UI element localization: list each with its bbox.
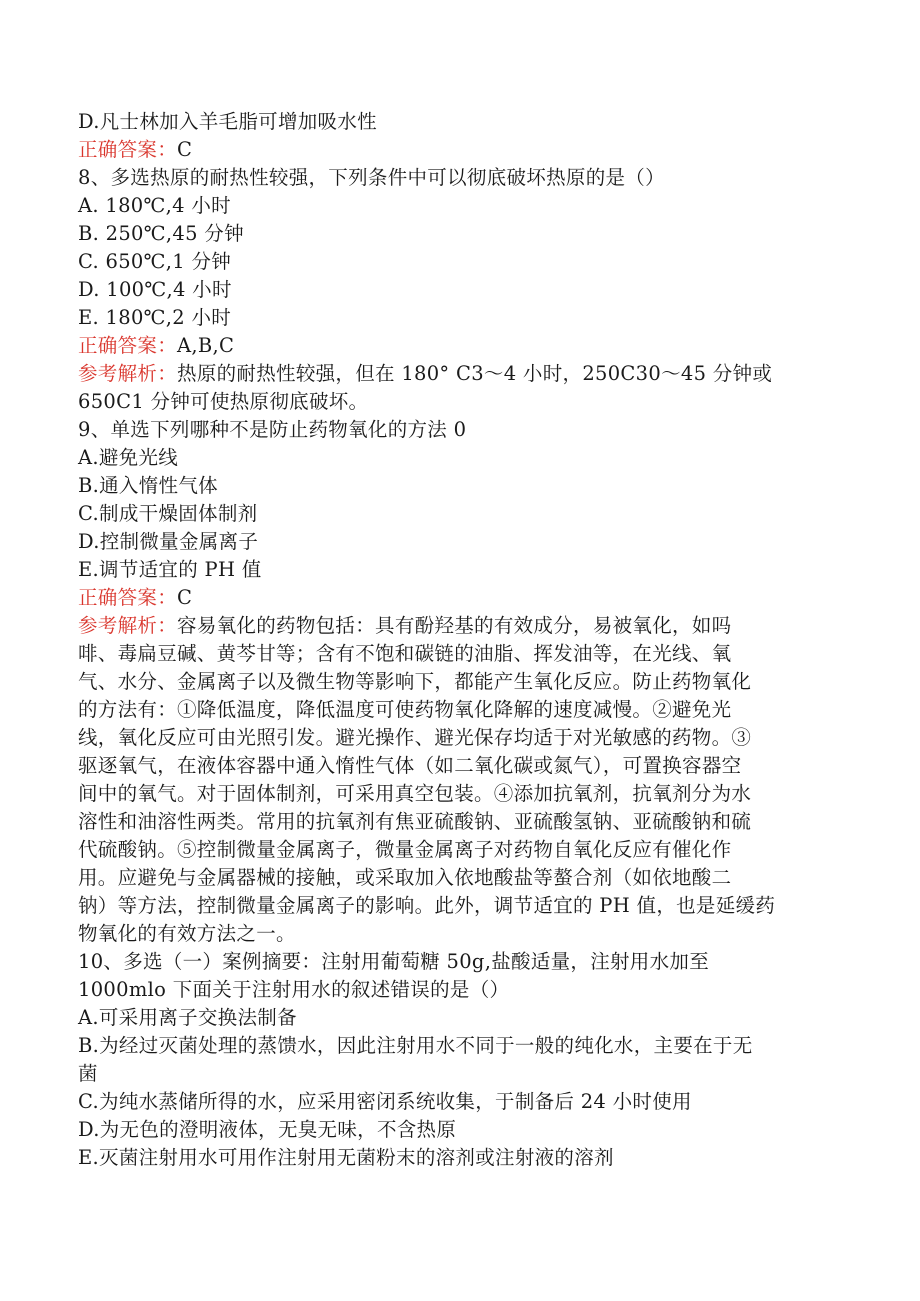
q10-option-c: C.为纯水蒸储所得的水，应采用密闭系统收集，于制备后 24 小时使用 [78,1090,692,1113]
q10-stem-line-2: 1000mlo 下面关于注射用水的叙述错误的是（） [78,978,510,1001]
q8-analysis-line-1 [78,360,818,388]
answer-label: 正确答案： [78,586,178,609]
q9-option-b: B.通入惰性气体 [78,474,218,497]
q9-option-a: A.避免光线 [78,446,179,469]
q9-answer [78,584,818,612]
analysis-label: 参考解析： [78,614,178,637]
q8-answer [78,332,818,360]
answer-value: A,B,C [177,334,235,357]
q9-option-d: D.控制微量金属离子 [78,530,259,553]
q7-answer [78,136,818,164]
q9-stem: 9、单选下列哪种不是防止药物氧化的方法 0 [78,418,467,441]
q10-stem-line-1: 10、多选（一）案例摘要：注射用葡萄糖 50g,盐酸适量，注射用水加至 [78,950,710,973]
analysis-text: 容易氧化的药物包括：具有酚羟基的有效成分，易被氧化，如吗 [177,614,732,637]
q9-analysis-line-6: 驱逐氧气，在液体容器中通入惰性气体（如二氧化碳或氮气），可置换容器空 [78,754,742,777]
q9-analysis-line-9: 代硫酸钠。⑤控制微量金属离子，微量金属离子对药物自氧化反应有催化作 [78,838,732,861]
q7-option-d: D.凡士林加入羊毛脂可增加吸水性 [78,110,377,133]
q9-analysis-line-8: 溶性和油溶性两类。常用的抗氧剂有焦亚硫酸钠、亚硫酸氢钠、亚硫酸钠和硫 [78,810,752,833]
analysis-text: 热原的耐热性较强，但在 180° C3～4 小时，250C30～45 分钟或 [177,362,773,385]
q10-option-b-line-1: B.为经过灭菌处理的蒸馈水，因此注射用水不同于一般的纯化水，主要在于无 [78,1034,753,1057]
q9-analysis-line-10: 用。应避免与金属器械的接触，或采取加入依地酸盐等螯合剂（如依地酸二 [78,866,732,889]
analysis-label: 参考解析： [78,362,178,385]
answer-value: C [177,586,193,609]
q9-analysis-line-5: 线，氧化反应可由光照引发。避光操作、避光保存均适于对光敏感的药物。③ [78,726,752,749]
q8-stem: 8、多选热原的耐热性较强，下列条件中可以彻底破坏热原的是（） [78,166,665,189]
q8-option-e: E. 180℃,2 小时 [78,306,232,329]
q8-option-a: A. 180℃,4 小时 [78,194,231,217]
q10-option-a: A.可采用离子交换法制备 [78,1006,297,1029]
q10-option-b-line-2: 菌 [78,1062,98,1085]
answer-label: 正确答案： [78,138,178,161]
q8-option-b: B. 250℃,45 分钟 [78,222,244,245]
q9-analysis-line-7: 间中的氧气。对于固体制剂，可采用真空包装。④添加抗氧剂，抗氧剂分为水 [78,782,752,805]
q10-option-d: D.为无色的澄明液体，无臭无味，不含热原 [78,1118,457,1141]
q9-analysis-line-4: 的方法有：①降低温度，降低温度可使药物氧化降解的速度减慢。②避免光 [78,698,732,721]
q9-analysis-line-12: 物氧化的有效方法之一。 [78,922,296,945]
q8-analysis-line-2: 650C1 分钟可使热原彻底破坏。 [78,390,369,413]
answer-value: C [177,138,193,161]
q8-option-d: D. 100℃,4 小时 [78,278,232,301]
q10-option-e: E.灭菌注射用水可用作注射用无菌粉末的溶剂或注射液的溶剂 [78,1146,614,1169]
document-page [78,108,818,1172]
q9-analysis-line-3: 气、水分、金属离子以及微生物等影响下，都能产生氧化反应。防止药物氧化 [78,670,752,693]
answer-label: 正确答案： [78,334,178,357]
q9-option-c: C.制成干燥固体制剂 [78,502,258,525]
q9-analysis-line-2: 啡、毒扁豆碱、黄芩甘等；含有不饱和碳链的油脂、挥发油等，在光线、氧 [78,642,732,665]
q9-analysis-line-11: 钠）等方法，控制微量金属离子的影响。此外，调节适宜的 PH 值，也是延缓药 [78,894,776,917]
q9-analysis-line-1 [78,612,818,640]
q8-option-c: C. 650℃,1 分钟 [78,250,232,273]
q9-option-e: E.调节适宜的 PH 值 [78,558,262,581]
